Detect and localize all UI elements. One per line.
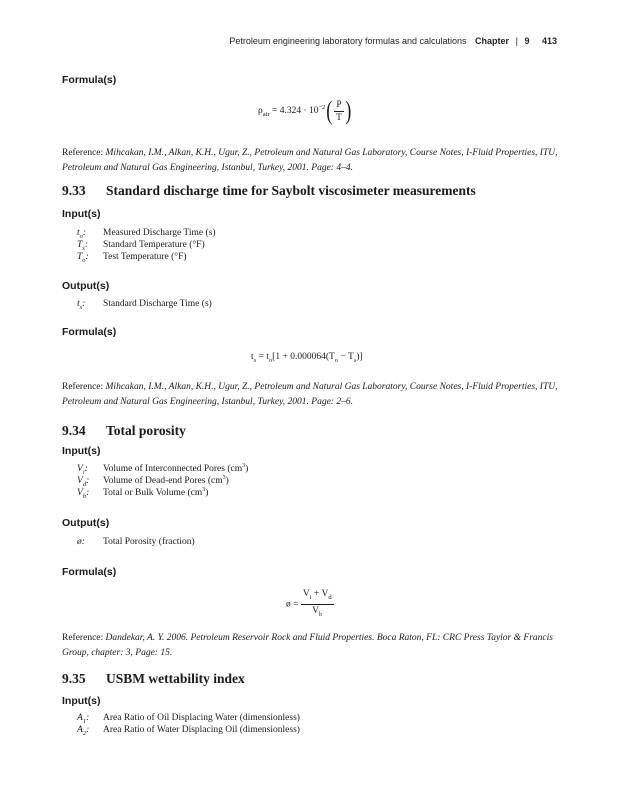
- variable-row: $V_i$: Volume of Interconnected Pores $(cm^3)$: [77, 463, 249, 477]
- running-title: Petroleum engineering laboratory formulas and calculations: [229, 36, 467, 46]
- running-header: [229, 36, 557, 46]
- air-density-formula: $\rho_{air} = 4.324 \cdot 10^{-2}$( $\frac{P}{T}$ ): [258, 96, 352, 125]
- chapter-label: Chapter: [475, 36, 510, 46]
- variable-row: $t_s$: Standard Discharge Time (s): [77, 299, 212, 311]
- header-separator: |: [515, 36, 518, 46]
- variable-row: $A_1$: Area Ratio of Oil Displacing Water (dimensionless): [77, 713, 300, 725]
- formulas-heading: Formula(s): [62, 326, 117, 338]
- page-number: 413: [541, 36, 557, 46]
- inputs-heading: Input(s): [62, 208, 101, 220]
- variable-row: $V_b$: Total or Bulk Volume $(cm^3)$: [77, 487, 209, 501]
- variable-row: ø: Total Porosity (fraction): [77, 537, 195, 547]
- chapter-number: 9: [524, 36, 530, 46]
- discharge-time-formula: $t_s = t_o[1 + 0.000064(T_o - T_s)]$: [251, 352, 363, 364]
- reference-text: Reference: Mihcakan, I.M., Alkan, K.H., Ugur, Z., Petroleum and Natural Gas Laboratory, Course Notes, I-Fluid Properties, ITU, Petroleum and Natural Gas Engineering, Istanbul, Turkey, 2001. Page: 4–4.: [62, 148, 558, 173]
- reference-text: Reference: Dandekar, A. Y. 2006. Petroleum Reservoir Rock and Fluid Properties. Boca Raton, FL: CRC Press Taylor & Francis Group, chapter: 3, Page: 15.: [62, 633, 553, 658]
- inputs-heading: Input(s): [62, 445, 101, 457]
- variable-row: $T_o$: Test Temperature (°F): [77, 252, 187, 264]
- formulas-heading: Formula(s): [62, 566, 117, 578]
- variable-row: $A_2$: Area Ratio of Water Displacing Oil (dimensionless): [77, 725, 300, 737]
- total-porosity-formula: ø = $\frac{V_i + V_d}{V_b}$: [286, 589, 332, 618]
- outputs-heading: Output(s): [62, 517, 110, 529]
- variable-row: $T_s$: Standard Temperature (°F): [77, 240, 205, 252]
- section-title: 9.35 USBM wettability index: [62, 671, 245, 686]
- variable-row: $t_o$: Measured Discharge Time (s): [77, 228, 216, 240]
- section-title: 9.33 Standard discharge time for Saybolt viscosimeter measurements: [62, 183, 476, 198]
- reference-text: Reference: Mihcakan, I.M., Alkan, K.H., Ugur, Z., Petroleum and Natural Gas Laboratory, Course Notes, I-Fluid Properties, ITU, Petroleum and Natural Gas Engineering, Istanbul, Turkey, 2001. Page: 2–6.: [62, 382, 558, 407]
- outputs-heading: Output(s): [62, 280, 110, 292]
- variable-row: $V_d$: Volume of Dead-end Pores $(cm^3)$: [77, 475, 229, 489]
- section-title: 9.34 Total porosity: [62, 423, 186, 438]
- formulas-heading: Formula(s): [62, 74, 117, 86]
- inputs-heading: Input(s): [62, 695, 101, 707]
